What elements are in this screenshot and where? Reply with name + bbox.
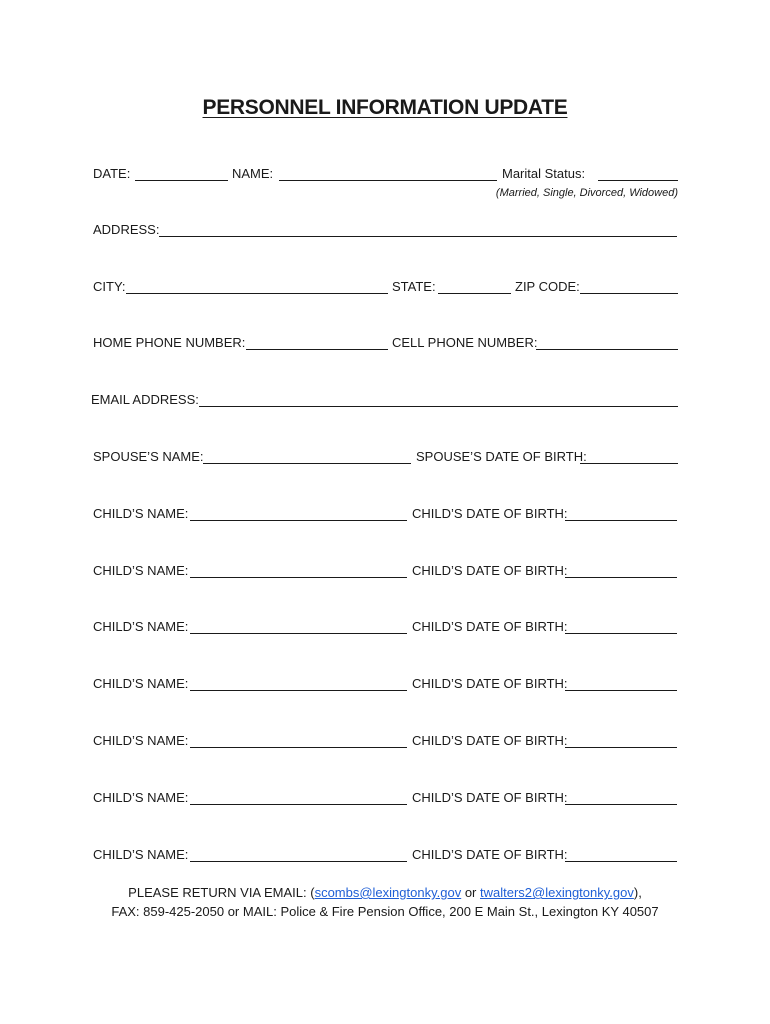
child-dob-label: CHILD’S DATE OF BIRTH: (412, 563, 568, 578)
child-name-field-4[interactable] (190, 690, 407, 691)
child-dob-label: CHILD’S DATE OF BIRTH: (412, 847, 568, 862)
child-dob-label: CHILD’S DATE OF BIRTH: (412, 506, 568, 521)
row-child-7 (93, 845, 678, 865)
spouse-dob-label: SPOUSE’S DATE OF BIRTH: (416, 449, 587, 464)
name-field[interactable] (279, 180, 497, 181)
child-dob-field-4[interactable] (565, 690, 677, 691)
row-city-state-zip (93, 277, 678, 297)
child-dob-field-1[interactable] (565, 520, 677, 521)
name-label: NAME: (232, 166, 274, 181)
child-name-field-2[interactable] (190, 577, 407, 578)
child-name-label: CHILD’S NAME: (93, 790, 189, 805)
marital-status-label: Marital Status: (502, 166, 586, 181)
row-date-name-marital (93, 164, 678, 184)
email-link-twalters[interactable]: twalters2@lexingtonky.gov (480, 885, 634, 900)
state-label: STATE: (392, 279, 436, 294)
email-link-scombs[interactable]: scombs@lexingtonky.gov (314, 885, 462, 900)
form-title-text: PERSONNEL INFORMATION UPDATE (202, 96, 568, 119)
footer-fax-mail-line: FAX: 859-425-2050 or MAIL: Police & Fire Pension Office, 200 E Main St., Lexington KY 40507 (111, 904, 659, 919)
child-dob-label: CHILD’S DATE OF BIRTH: (412, 790, 568, 805)
child-dob-label: CHILD’S DATE OF BIRTH: (412, 619, 568, 634)
marital-status-field[interactable] (598, 180, 678, 181)
email-address-label: EMAIL ADDRESS: (91, 392, 199, 407)
row-child-3 (93, 617, 678, 637)
zip-code-label: ZIP CODE: (515, 279, 580, 294)
child-name-field-3[interactable] (190, 633, 407, 634)
return-suffix: ), (633, 885, 642, 900)
city-label: CITY: (93, 279, 126, 294)
marital-status-note: (Married, Single, Divorced, Widowed) (495, 187, 678, 199)
child-name-label: CHILD’S NAME: (93, 733, 189, 748)
form-title (0, 96, 770, 120)
child-name-label: CHILD’S NAME: (93, 847, 189, 862)
spouse-name-field[interactable] (203, 463, 411, 464)
row-child-6 (93, 788, 678, 808)
row-child-2 (93, 561, 678, 581)
spouse-dob-field[interactable] (580, 463, 678, 464)
child-name-field-7[interactable] (190, 861, 407, 862)
child-name-label: CHILD’S NAME: (93, 506, 189, 521)
child-name-field-6[interactable] (190, 804, 407, 805)
row-address (93, 220, 678, 240)
return-prefix: PLEASE RETURN VIA EMAIL: ( (128, 885, 315, 900)
date-field[interactable] (135, 180, 228, 181)
row-child-4 (93, 674, 678, 694)
footer-return-line (0, 883, 770, 903)
child-name-label: CHILD’S NAME: (93, 619, 189, 634)
date-label: DATE: (93, 166, 131, 181)
email-address-field[interactable] (199, 406, 678, 407)
child-dob-field-3[interactable] (565, 633, 677, 634)
row-email (93, 390, 678, 410)
child-name-label: CHILD’S NAME: (93, 676, 189, 691)
home-phone-label: HOME PHONE NUMBER: (93, 335, 246, 350)
spouse-name-label: SPOUSE’S NAME: (93, 449, 204, 464)
home-phone-field[interactable] (246, 349, 388, 350)
child-name-field-1[interactable] (190, 520, 407, 521)
row-spouse (93, 447, 678, 467)
child-dob-field-2[interactable] (565, 577, 677, 578)
state-field[interactable] (438, 293, 511, 294)
child-dob-field-6[interactable] (565, 804, 677, 805)
child-dob-label: CHILD’S DATE OF BIRTH: (412, 733, 568, 748)
row-child-1 (93, 504, 678, 524)
child-dob-field-7[interactable] (565, 861, 677, 862)
child-dob-field-5[interactable] (565, 747, 677, 748)
row-phones (93, 333, 678, 353)
address-field[interactable] (159, 236, 677, 237)
zip-code-field[interactable] (580, 293, 678, 294)
or-text: or (461, 885, 480, 900)
cell-phone-label: CELL PHONE NUMBER: (392, 335, 538, 350)
child-name-field-5[interactable] (190, 747, 407, 748)
city-field[interactable] (126, 293, 388, 294)
child-dob-label: CHILD’S DATE OF BIRTH: (412, 676, 568, 691)
address-label: ADDRESS: (93, 222, 160, 237)
cell-phone-field[interactable] (536, 349, 678, 350)
row-child-5 (93, 731, 678, 751)
child-name-label: CHILD’S NAME: (93, 563, 189, 578)
